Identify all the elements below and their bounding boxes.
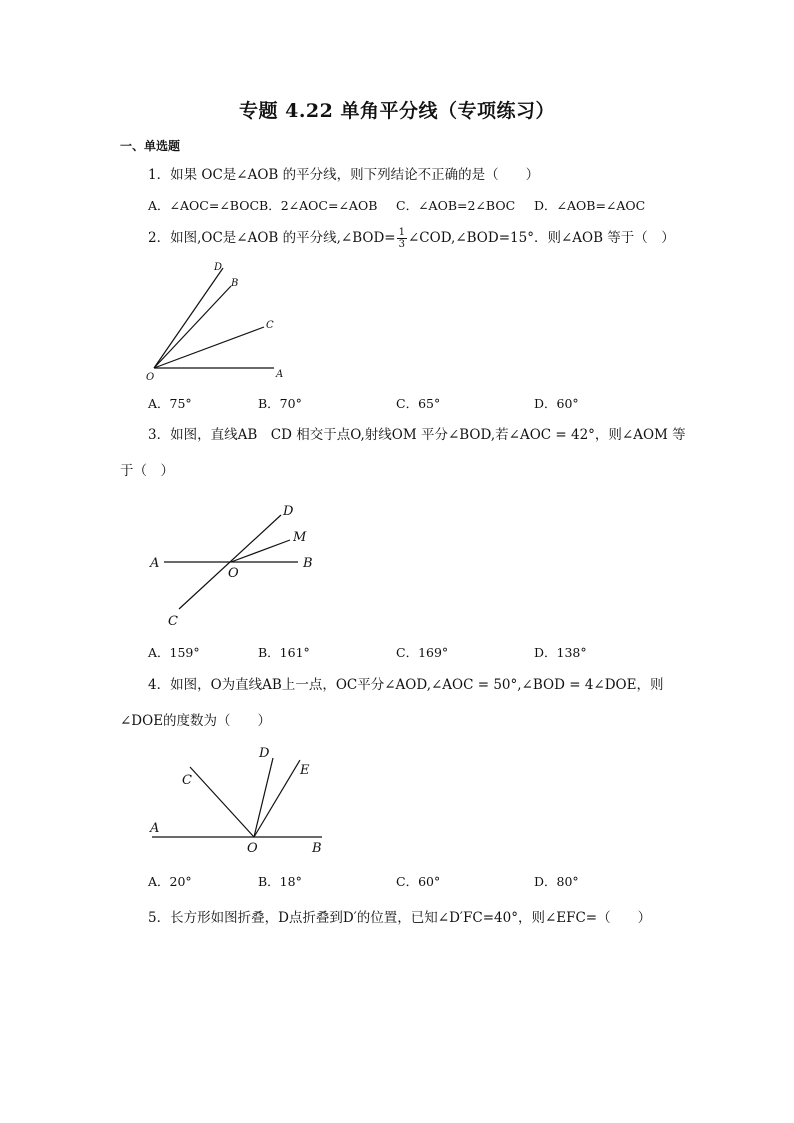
question-2-option-b: B．70° — [258, 396, 302, 411]
label-d: D — [214, 262, 223, 273]
question-4-line-2: ∠DOE的度数为（ ） — [120, 713, 272, 729]
question-3-option-b: B．161° — [258, 645, 310, 660]
fraction-numerator: 1 — [398, 227, 405, 238]
ray-od — [254, 758, 273, 837]
page-title: 专题 4.22 单角平分线（专项练习） — [238, 100, 555, 122]
label-d: D — [259, 746, 270, 761]
question-2-text-after: ∠COD,∠BOD=15°．则∠AOB 等于（ ） — [407, 230, 675, 246]
question-3-line-1: 3．如图，直线AB CD 相交于点O,射线OM 平分∠BOD,若∠AOC = 42°，则∠AOM 等 — [148, 427, 686, 443]
ray-oe — [254, 760, 300, 837]
label-a: A — [276, 369, 284, 380]
label-b: B — [231, 278, 239, 289]
label-c: C — [168, 614, 178, 629]
question-1-option-d: D．∠AOB=∠AOC — [534, 198, 646, 213]
question-3-option-d: D．138° — [534, 645, 587, 660]
fraction-denominator: 3 — [398, 239, 405, 250]
question-3-option-a: A．159° — [148, 645, 200, 660]
question-1-option-c: C．∠AOB=2∠BOC — [396, 198, 516, 213]
label-o: O — [247, 841, 258, 856]
question-4-option-a: A．20° — [148, 874, 192, 889]
label-c: C — [182, 773, 192, 788]
question-4-option-b: B．18° — [258, 874, 302, 889]
question-1-text: 1．如果 OC是∠AOB 的平分线，则下列结论不正确的是（ ） — [148, 167, 540, 183]
question-2-option-a: A．75° — [148, 396, 192, 411]
label-o: O — [146, 372, 155, 383]
question-1-option-a: A．∠AOC=∠BOCB．2∠AOC=∠AOB — [148, 198, 378, 213]
ray-oc — [190, 767, 254, 837]
question-2-option-d: D．60° — [534, 396, 579, 411]
section-heading: 一、单选题 — [120, 139, 181, 153]
label-m: M — [293, 530, 307, 545]
label-e: E — [300, 763, 310, 778]
question-2-text-before: 2．如图,OC是∠AOB 的平分线,∠BOD= — [148, 230, 396, 246]
label-a: A — [150, 821, 160, 836]
label-o: O — [228, 566, 239, 581]
label-b: B — [312, 841, 322, 856]
question-3-option-c: C．169° — [396, 645, 449, 660]
question-4-option-c: C．60° — [396, 874, 441, 889]
label-d: D — [283, 504, 294, 519]
label-b: B — [303, 556, 313, 571]
question-2-option-c: C．65° — [396, 396, 441, 411]
question-3-line-2: 于（ ） — [120, 463, 174, 479]
question-5-text: 5．长方形如图折叠，D点折叠到D′的位置，已知∠D′FC=40°，则∠EFC=（ ） — [148, 910, 652, 926]
label-c: C — [266, 320, 274, 331]
label-a: A — [150, 556, 160, 571]
question-4-option-d: D．80° — [534, 874, 579, 889]
question-4-line-1: 4．如图，O为直线AB上一点，OC平分∠AOD,∠AOC = 50°,∠BOD = 4∠DOE，则 — [148, 677, 664, 693]
